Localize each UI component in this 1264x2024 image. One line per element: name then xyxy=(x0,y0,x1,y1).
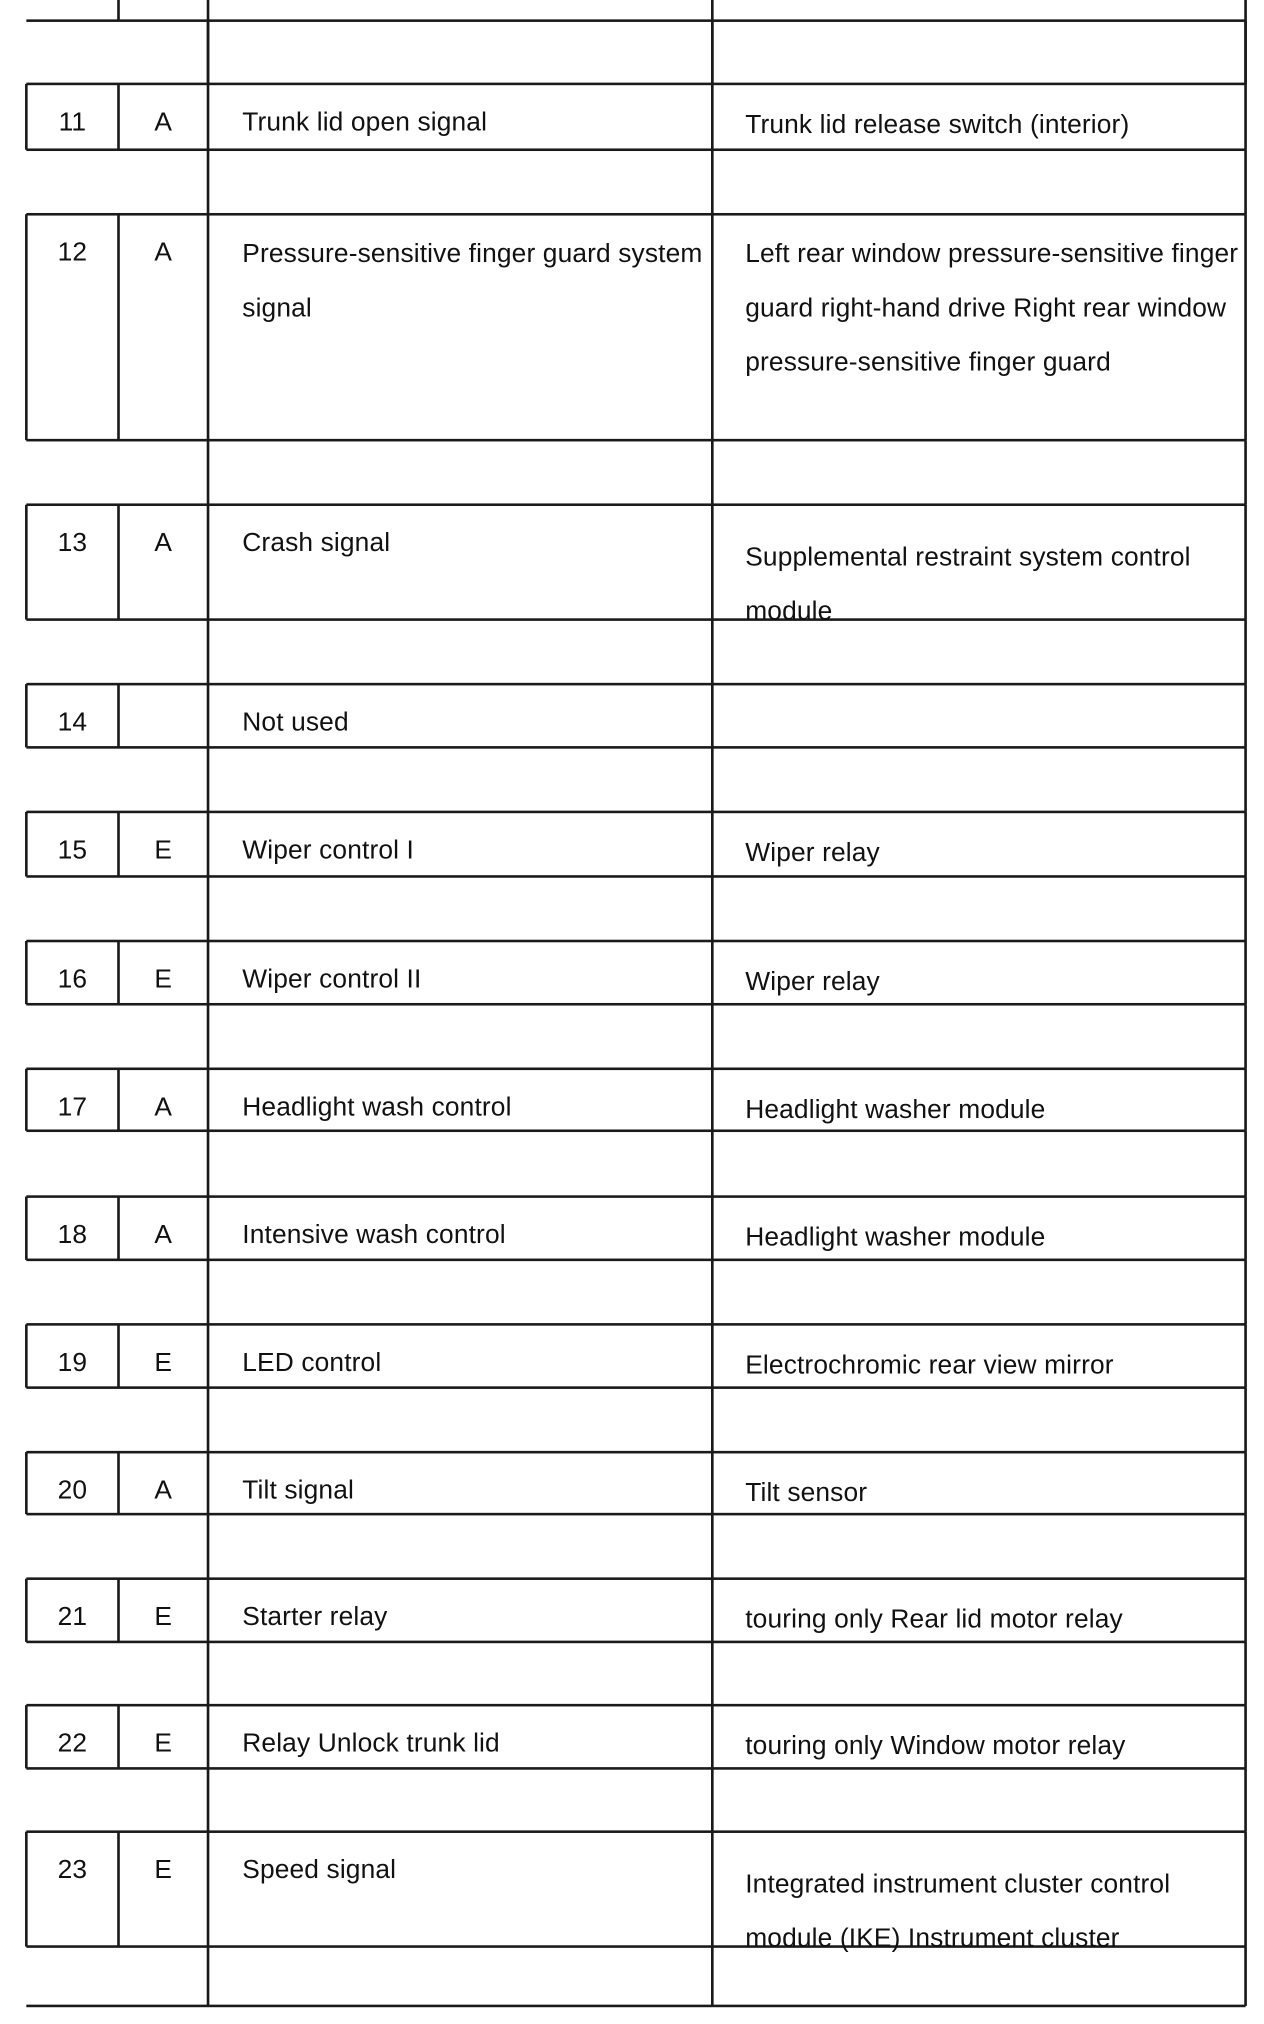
column-border xyxy=(117,0,120,21)
pin-number: 20 xyxy=(57,1476,88,1506)
column-border xyxy=(207,1642,210,1705)
signal-description: Starter relay xyxy=(242,1603,388,1632)
column-border xyxy=(1244,620,1247,685)
io-type: E xyxy=(154,965,173,994)
column-border xyxy=(711,1642,714,1705)
signal-description: Not used xyxy=(242,708,349,738)
column-border xyxy=(207,1004,210,1069)
io-type: A xyxy=(154,529,173,558)
pin-number: 17 xyxy=(57,1093,88,1122)
column-border xyxy=(711,1768,714,1831)
pin-number: 12 xyxy=(57,238,88,268)
row-border xyxy=(26,2005,1245,2008)
column-border xyxy=(711,1260,714,1325)
column-border xyxy=(711,941,714,1004)
connected-component: Tilt sensor xyxy=(745,1479,868,1508)
column-border xyxy=(1244,1004,1247,1069)
connected-component: Left rear window pressure-sensitive finger guard right-hand drive Right rear window pressure-sensitive finger guard xyxy=(745,240,1239,377)
column-border xyxy=(711,1832,714,1947)
column-border xyxy=(711,1579,714,1642)
column-border xyxy=(1244,747,1247,812)
pin-number: 19 xyxy=(57,1348,88,1378)
connected-component: Headlight washer module xyxy=(745,1095,1046,1125)
io-type: E xyxy=(154,1856,173,1885)
column-border xyxy=(711,1069,714,1131)
signal-description: Wiper control I xyxy=(242,836,415,865)
column-border xyxy=(711,440,714,505)
column-border xyxy=(1244,505,1247,620)
connected-component: touring only Window motor relay xyxy=(745,1732,1126,1761)
column-border xyxy=(207,747,210,812)
column-border xyxy=(207,876,210,941)
column-border xyxy=(711,1324,714,1387)
column-border xyxy=(711,1705,714,1768)
pin-number: 16 xyxy=(57,965,88,994)
column-border xyxy=(1244,150,1247,215)
column-border xyxy=(1244,1832,1247,1947)
io-type: A xyxy=(154,238,173,268)
column-border xyxy=(1244,876,1247,941)
column-border xyxy=(711,505,714,620)
column-border xyxy=(711,1197,714,1260)
signal-description: Trunk lid open signal xyxy=(242,108,488,137)
io-type: A xyxy=(154,1476,173,1506)
column-border xyxy=(711,1131,714,1197)
io-type: E xyxy=(154,1603,173,1632)
column-border xyxy=(711,684,714,747)
connected-component: Supplemental restraint system control module xyxy=(745,543,1191,627)
pin-number: 11 xyxy=(58,108,87,137)
column-border xyxy=(1244,1642,1247,1705)
column-border xyxy=(207,1131,210,1197)
column-border xyxy=(1244,1260,1247,1325)
column-border xyxy=(1244,684,1247,747)
signal-description: Pressure-sensitive finger guard system signal xyxy=(242,240,703,323)
pin-number: 23 xyxy=(57,1856,88,1885)
column-border xyxy=(1244,1947,1247,2006)
connected-component: Headlight washer module xyxy=(745,1223,1046,1253)
io-type: A xyxy=(154,1093,173,1122)
column-border xyxy=(207,684,210,747)
column-border xyxy=(207,1260,210,1325)
column-border xyxy=(711,84,714,150)
column-border xyxy=(1244,214,1247,440)
column-border xyxy=(711,876,714,941)
pin-number: 13 xyxy=(57,529,88,558)
column-border xyxy=(711,1388,714,1453)
connected-component: Integrated instrument cluster control module (IKE) Instrument cluster xyxy=(745,1870,1171,1954)
column-border xyxy=(1244,84,1247,150)
column-border xyxy=(207,1768,210,1831)
column-border xyxy=(711,150,714,215)
pin-number: 15 xyxy=(57,836,88,865)
io-type: E xyxy=(154,1729,173,1759)
column-border xyxy=(711,812,714,877)
column-border xyxy=(711,1947,714,2006)
pin-number: 22 xyxy=(57,1729,88,1759)
column-border xyxy=(1244,1768,1247,1831)
connected-component: Wiper relay xyxy=(745,968,880,997)
signal-description: LED control xyxy=(242,1348,382,1378)
column-border xyxy=(1244,1069,1247,1131)
column-border xyxy=(711,1514,714,1579)
signal-description: Relay Unlock trunk lid xyxy=(242,1729,500,1759)
column-border xyxy=(711,620,714,685)
pin-number: 18 xyxy=(57,1221,88,1250)
column-border xyxy=(207,21,210,84)
io-type: E xyxy=(154,836,173,865)
column-border xyxy=(1244,1131,1247,1197)
column-border xyxy=(1244,941,1247,1004)
connected-component: Electrochromic rear view mirror xyxy=(745,1351,1114,1380)
column-border xyxy=(1244,1197,1247,1260)
io-type: E xyxy=(154,1348,173,1378)
column-border xyxy=(1244,1324,1247,1387)
signal-description: Intensive wash control xyxy=(242,1221,506,1250)
column-border xyxy=(1244,812,1247,877)
column-border xyxy=(711,1452,714,1514)
column-border xyxy=(207,1388,210,1453)
pin-number: 21 xyxy=(57,1603,88,1632)
column-border xyxy=(1244,440,1247,505)
pin-number: 14 xyxy=(57,708,88,738)
column-border xyxy=(1244,1514,1247,1579)
signal-description: Tilt signal xyxy=(242,1476,354,1506)
signal-description: Speed signal xyxy=(242,1856,397,1885)
connected-component: Trunk lid release switch (interior) xyxy=(745,111,1130,140)
column-border xyxy=(711,1004,714,1069)
column-border xyxy=(207,1514,210,1579)
column-border xyxy=(711,747,714,812)
column-border xyxy=(207,620,210,685)
io-type: A xyxy=(154,1221,173,1250)
connected-component: Wiper relay xyxy=(745,839,880,868)
column-border xyxy=(1244,1579,1247,1642)
connected-component: touring only Rear lid motor relay xyxy=(745,1605,1123,1635)
column-border xyxy=(207,150,210,215)
column-border xyxy=(207,440,210,505)
column-border xyxy=(207,1947,210,2006)
column-border xyxy=(711,214,714,440)
column-border xyxy=(1244,1705,1247,1768)
column-border xyxy=(1244,1452,1247,1514)
signal-description: Headlight wash control xyxy=(242,1093,512,1122)
signal-description: Crash signal xyxy=(242,529,391,558)
io-type: A xyxy=(154,108,173,137)
signal-description: Wiper control II xyxy=(242,965,422,994)
column-border xyxy=(1244,1388,1247,1453)
column-border xyxy=(711,21,714,84)
column-border xyxy=(1244,21,1247,84)
